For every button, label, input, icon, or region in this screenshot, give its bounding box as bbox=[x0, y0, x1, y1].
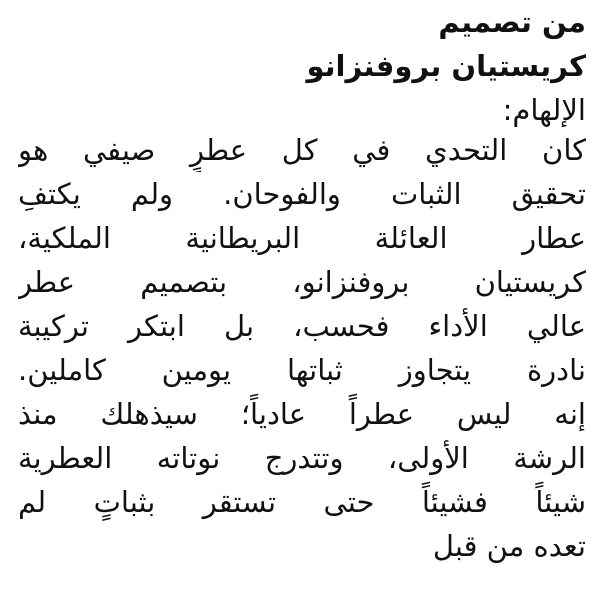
body-line: تحقيق الثبات والفوحان. ولم يكتفِ bbox=[18, 177, 586, 211]
body-line: كان التحدي في كل عطرٍ صيفي هو bbox=[18, 133, 586, 167]
body-line: تعده من قبل bbox=[432, 529, 586, 563]
inspiration-label: الإلهام: bbox=[502, 93, 586, 127]
body-line: الرشة الأولى، وتتدرج نوتاته العطرية bbox=[18, 441, 586, 475]
body-line: عالي الأداء فحسب، بل ابتكر تركيبة bbox=[18, 309, 586, 343]
body-line: كريستيان بروفنزانو، بتصميم عطر bbox=[18, 265, 586, 299]
designer-prefix: من تصميم bbox=[438, 5, 586, 39]
body-line: نادرة يتجاوز ثباتها يومين كاملين. bbox=[18, 353, 586, 387]
designer-name: كريستيان بروفنزانو bbox=[306, 49, 586, 83]
inspiration-body bbox=[18, 128, 586, 568]
body-line: شيئاً فشيئاً حتى تستقر بثباتٍ لم bbox=[18, 485, 586, 519]
body-line: عطار العائلة البريطانية الملكية، bbox=[18, 221, 586, 255]
body-line: إنه ليس عطراً عادياً؛ سيذهلك منذ bbox=[18, 397, 586, 431]
